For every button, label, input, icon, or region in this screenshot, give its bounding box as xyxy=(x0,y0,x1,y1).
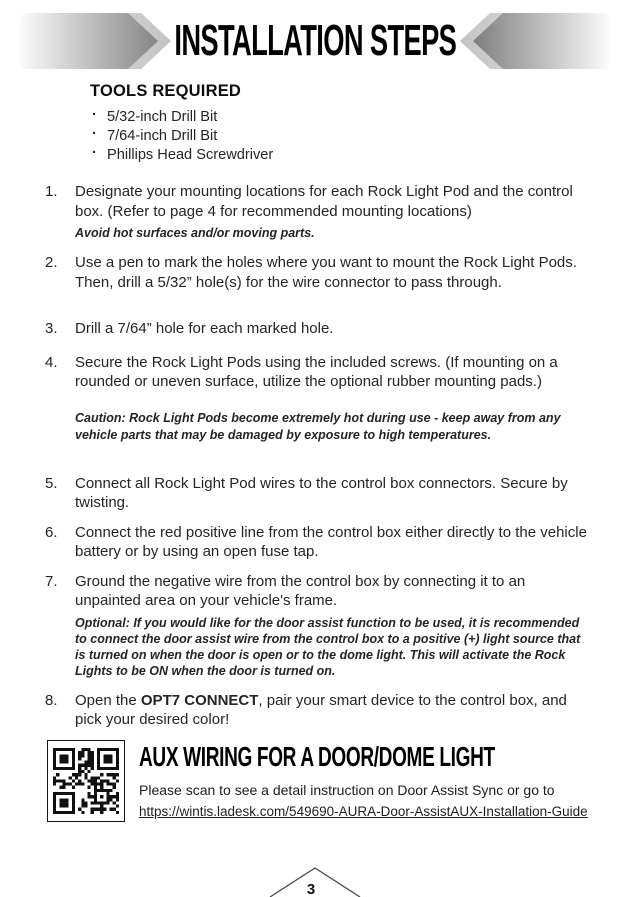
step-4 xyxy=(45,353,591,444)
step-number: 7. xyxy=(45,572,58,590)
aux-description: Please scan to see a detail instruction on Door Assist Sync or go to xyxy=(139,782,555,798)
step-text: Use a pen to mark the holes where you want to mount the Rock Light Pods. Then, drill a 5/32” hole(s) for the wire connector to pass through. xyxy=(75,254,577,291)
page-number: 3 xyxy=(306,881,316,897)
tools-list xyxy=(90,108,510,165)
step-text xyxy=(75,353,591,444)
page-number-marker xyxy=(265,866,365,897)
step-text xyxy=(75,182,591,241)
step-7 xyxy=(45,572,591,679)
step-number: 1. xyxy=(45,183,58,200)
page-title: INSTALLATION STEPS xyxy=(174,16,457,65)
step-number: 4. xyxy=(45,353,58,371)
tools-required-section xyxy=(90,82,510,165)
step-number: 3. xyxy=(45,320,58,337)
caution-note: Caution: Rock Light Pods become extremely hot during use - keep away from any vehicle parts that may be damaged by exposure to high temperatures. xyxy=(75,410,561,442)
installation-steps-list xyxy=(45,182,591,730)
step-text: Connect the red positive line from the control box either directly to the vehicle battery or by using an open fuse tap. xyxy=(75,523,587,560)
aux-wiring-section xyxy=(47,740,596,822)
optional-note: Optional: If you would like for the door assist function to be used, it is recommended to connect the door assist wire from the control box to a positive (+) light source that is turned on when the door is open or to the dome light. This will activate the Rock Lights to be ON when the door is turned on. xyxy=(75,615,581,678)
step-note: Avoid hot surfaces and/or moving parts. xyxy=(75,226,315,240)
step-text-main: Secure the Rock Light Pods using the included screws. (If mounting on a rounded or uneven surface, utilize the optional rubber mounting pads.) xyxy=(75,353,558,390)
step-text-main: Ground the negative wire from the control box by connecting it to an unpainted area on your vehicle's frame. xyxy=(75,572,526,609)
app-name-bold: OPT7 CONNECT xyxy=(140,691,259,709)
qr-code-frame xyxy=(47,740,125,822)
step-number: 2. xyxy=(45,254,58,271)
step-5 xyxy=(45,474,591,513)
step-text: Drill a 7/64” hole for each marked hole. xyxy=(75,320,334,337)
tools-required-heading: TOOLS REQUIRED xyxy=(90,82,242,100)
step-8 xyxy=(45,691,591,730)
step-text xyxy=(75,572,591,679)
step-1 xyxy=(45,182,591,241)
aux-heading: AUX WIRING FOR A DOOR/DOME LIGHT xyxy=(139,741,495,772)
step-number: 8. xyxy=(45,691,58,709)
aux-guide-link[interactable]: https://wintis.ladesk.com/549690-AURA-Door-AssistAUX-Installation-Guide xyxy=(139,804,588,819)
step-number: 6. xyxy=(45,523,58,541)
step-text-prefix: Open the xyxy=(75,691,141,709)
step-6 xyxy=(45,523,591,562)
step-text-suffix: , pair your smart device to the control box, and pick your desired color! xyxy=(75,691,567,728)
step-2 xyxy=(45,253,591,292)
tool-item: · Phillips Head Screwdriver xyxy=(90,146,510,165)
qr-code-image xyxy=(53,746,119,816)
step-text-main: Designate your mounting locations for each Rock Light Pod and the control box. (Refer to page 4 for recommended mounting locations) xyxy=(75,183,573,220)
tool-item: · 7/64-inch Drill Bit xyxy=(90,127,510,146)
step-text: Connect all Rock Light Pod wires to the control box connectors. Secure by twisting. xyxy=(75,474,568,511)
step-3 xyxy=(45,319,591,339)
page-header xyxy=(0,12,631,70)
tool-item: · 5/32-inch Drill Bit xyxy=(90,108,510,127)
step-text xyxy=(75,691,591,730)
step-number: 5. xyxy=(45,474,58,492)
aux-text-block xyxy=(139,740,631,821)
